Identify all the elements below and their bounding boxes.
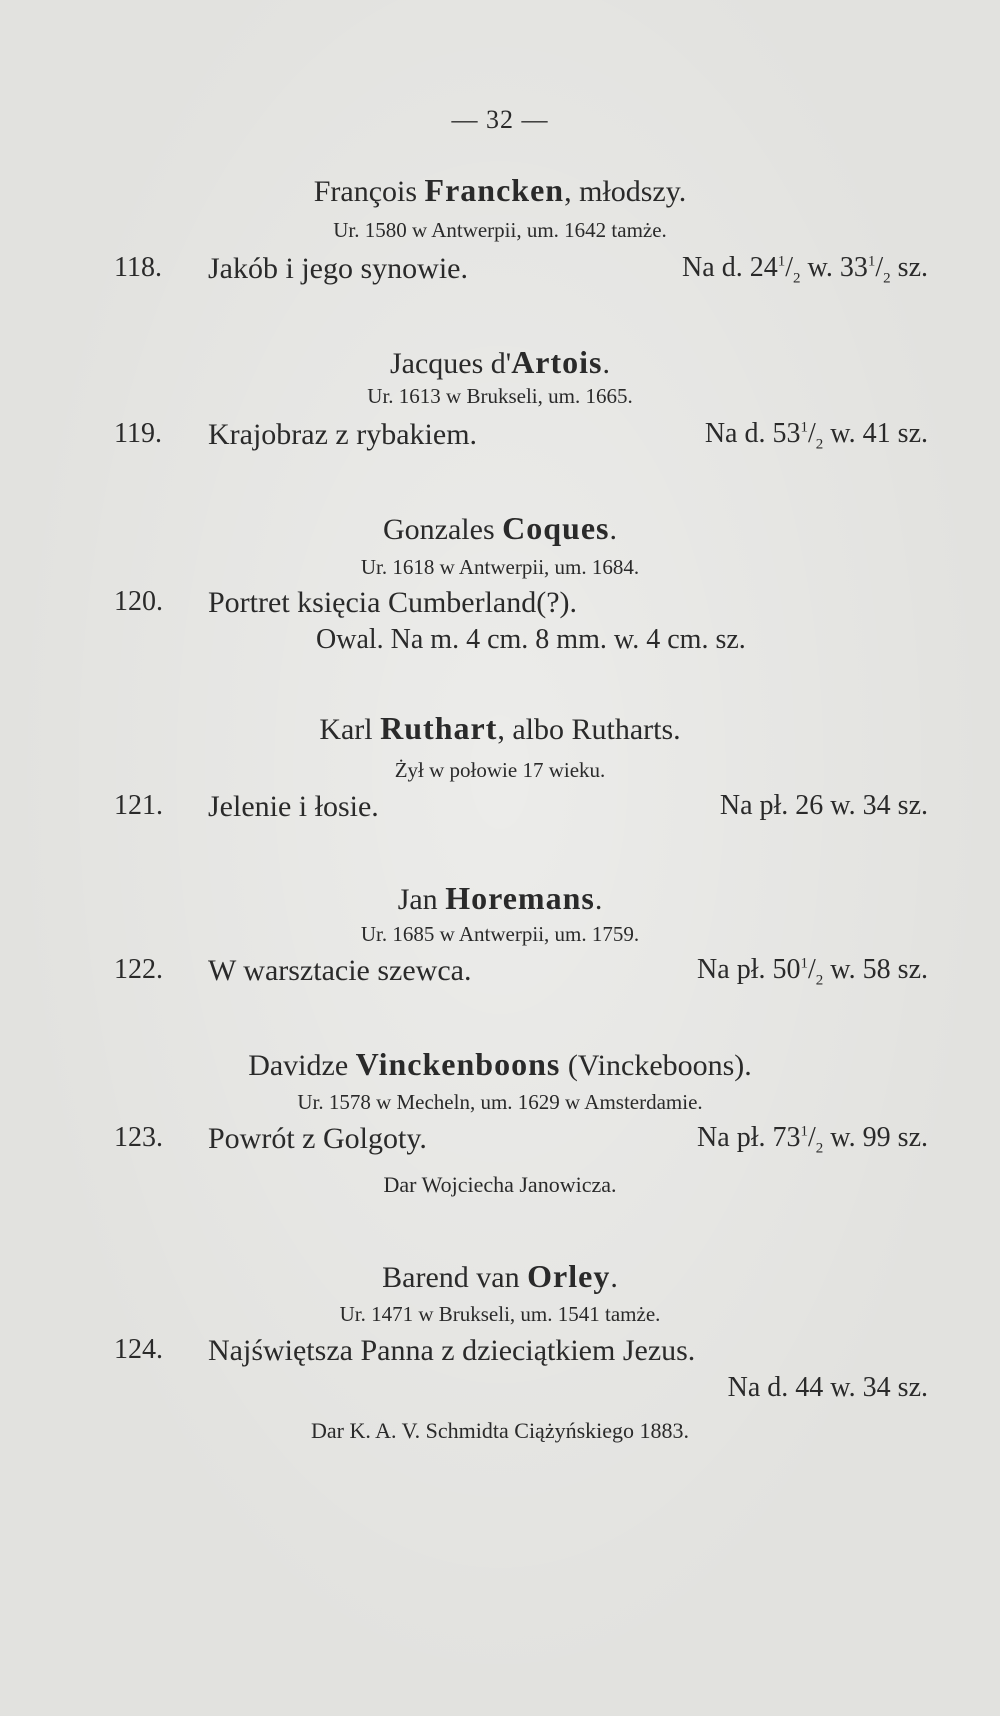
catalog-entry: [0, 1334, 1000, 1374]
artist-heading: [0, 510, 1000, 547]
catalog-entry: [0, 586, 1000, 626]
entry-number: 123.: [114, 1122, 163, 1153]
entry-dimensions: Na d. $53^1/_2$ w. 41 sz.: [704, 418, 928, 453]
artist-surname: Vinckenboons: [355, 1046, 561, 1082]
entry-title: Portret księcia Cumberland(?).: [208, 586, 578, 619]
entry-title: Najświętsza Panna z dzieciątkiem Jezus.: [208, 1334, 696, 1367]
artist-bio: Ur. 1685 w Antwerpii, um. 1759.: [360, 922, 640, 946]
artist-heading: [0, 172, 1000, 209]
artist-bio: Ur. 1580 w Antwerpii, um. 1642 tamże.: [333, 218, 667, 242]
entry-title: Krajobraz z rybakiem.: [208, 418, 478, 451]
catalog-entry: [0, 252, 1000, 292]
entry-number: 122.: [114, 954, 163, 985]
catalog-entry: [0, 1122, 1000, 1162]
artist-heading: [0, 880, 1000, 917]
catalog-entry: [0, 418, 1000, 458]
donor-note: Dar K. A. V. Schmidta Ciążyńskiego 1883.: [310, 1418, 690, 1443]
artist-bio: Ur. 1578 w Mecheln, um. 1629 w Amsterdamie.: [297, 1090, 703, 1114]
artist-surname: Artois: [511, 344, 603, 380]
entry-number: 120.: [114, 586, 163, 617]
entry-title: Jelenie i łosie.: [208, 790, 379, 823]
entry-number: 119.: [114, 418, 162, 449]
artist-given-name: Gonzales: [383, 513, 503, 546]
artist-heading: [0, 1258, 1000, 1295]
artist-suffix: .: [602, 347, 610, 380]
artist-given-name: Karl: [319, 713, 381, 746]
catalog-entry: [0, 790, 1000, 830]
artist-suffix: , albo Rutharts.: [497, 713, 681, 746]
artist-bio: Ur. 1471 w Brukseli, um. 1541 tamże.: [339, 1302, 661, 1326]
catalog-entry: [0, 954, 1000, 994]
artist-suffix: , młodszy.: [564, 175, 687, 208]
artist-surname: Francken: [424, 172, 565, 208]
artist-suffix: .: [610, 1261, 618, 1294]
donor-note: Dar Wojciecha Janowicza.: [383, 1172, 617, 1197]
artist-given-name: François: [313, 175, 425, 208]
page-number: — 32 —: [451, 105, 549, 134]
entry-title: Jakób i jego synowie.: [208, 252, 468, 285]
artist-heading: [0, 344, 1000, 381]
entry-dimensions: Na pł. 26 w. 34 sz.: [719, 790, 928, 821]
entry-dimensions: Na d. $24^1/_2$ w. $33^1/_2$ sz.: [682, 252, 928, 287]
entry-dimensions: Owal. Na m. 4 cm. 8 mm. w. 4 cm. sz.: [316, 624, 746, 655]
artist-surname: Coques: [502, 510, 610, 546]
artist-suffix: (Vinckeboons).: [560, 1049, 752, 1082]
artist-heading: [0, 710, 1000, 747]
artist-suffix: .: [609, 513, 617, 546]
artist-given-name: Jan: [397, 883, 446, 916]
artist-surname: Ruthart: [380, 710, 498, 746]
artist-heading: [0, 1046, 1000, 1083]
artist-surname: Horemans: [445, 880, 595, 916]
entry-dimensions: Na pł. $50^1/_2$ w. 58 sz.: [697, 954, 928, 989]
entry-title: W warsztacie szewca.: [208, 954, 472, 987]
entry-title: Powrót z Golgoty.: [208, 1122, 427, 1155]
artist-given-name: Davidze: [248, 1049, 356, 1082]
artist-suffix: .: [594, 883, 603, 916]
entry-number: 121.: [114, 790, 163, 821]
artist-bio: Żył w połowie 17 wieku.: [394, 758, 606, 782]
artist-bio: Ur. 1618 w Antwerpii, um. 1684.: [360, 555, 640, 579]
artist-given-name: Jacques d': [389, 347, 512, 380]
artist-surname: Orley: [527, 1258, 611, 1294]
artist-given-name: Barend van: [382, 1261, 528, 1294]
entry-dimensions: Na d. 44 w. 34 sz.: [727, 1372, 928, 1403]
entry-number: 124.: [114, 1334, 163, 1365]
entry-number: 118.: [114, 252, 162, 283]
artist-bio: Ur. 1613 w Brukseli, um. 1665.: [367, 384, 633, 408]
entry-dimensions: Na pł. $73^1/_2$ w. 99 sz.: [697, 1122, 928, 1157]
